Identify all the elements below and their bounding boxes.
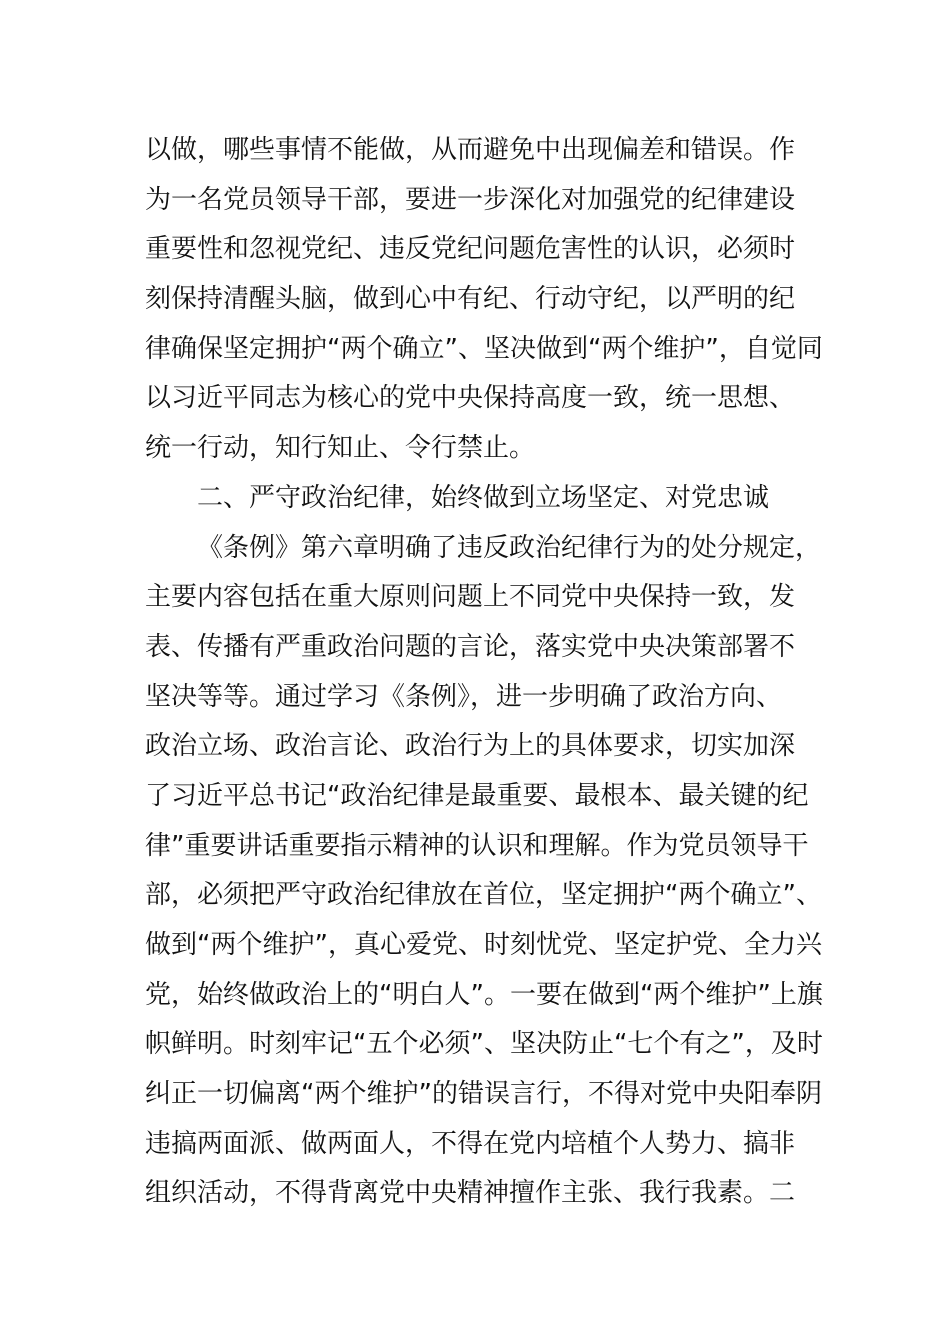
text-line: 《条例》第六章明确了违反政治纪律行为的处分规定，: [197, 532, 822, 563]
text-line: 以做，哪些事情不能做，从而避免中出现偏差和错误。作: [145, 135, 796, 165]
text-line: 帜鲜明。时刻牢记“五个必须”、坚决防止“七个有之”，及时: [145, 1029, 823, 1060]
text-line: 表、传播有严重政治问题的言论，落实党中央决策部署不: [145, 631, 796, 662]
text-line: 做到“两个维护”，真心爱党、时刻忧党、坚定护党、全力兴: [145, 930, 822, 960]
text-line: 重要性和忽视党纪、违反党纪问题危害性的认识，必须时: [145, 234, 796, 265]
text-line: 违搞两面派、做两面人，不得在党内培植个人势力、搞非: [145, 1128, 796, 1159]
text-line: 了习近平总书记“政治纪律是最重要、最根本、最关键的纪: [145, 780, 809, 811]
text-line: 党，始终做政治上的“明白人”。一要在做到“两个维护”上旗: [145, 979, 823, 1010]
text-line: 刻保持清醒头脑，做到心中有纪、行动守纪，以严明的纪: [145, 284, 796, 315]
text-line: 部，必须把严守政治纪律放在首位，坚定拥护“两个确立”、: [145, 880, 822, 911]
text-line: 以习近平同志为核心的党中央保持高度一致，统一思想、: [145, 383, 796, 414]
body-text: [145, 126, 823, 1219]
text-line: 为一名党员领导干部，要进一步深化对加强党的纪律建设: [145, 184, 796, 215]
text-line: 政治立场、政治言论、政治行为上的具体要求，切实加深: [145, 731, 796, 762]
text-line: 律”重要讲话重要指示精神的认识和理解。作为党员领导干: [145, 830, 809, 861]
text-line: 组织活动，不得背离党中央精神擅作主张、我行我素。二: [145, 1178, 796, 1209]
section-heading: 二、严守政治纪律，始终做到立场坚定、对党忠诚: [197, 482, 770, 513]
text-line: 主要内容包括在重大原则问题上不同党中央保持一致，发: [145, 582, 796, 613]
text-line: 坚决等等。通过学习《条例》，进一步明确了政治方向、: [145, 681, 783, 712]
text-line: 纠正一切偏离“两个维护”的错误言行，不得对党中央阳奉阴: [145, 1079, 822, 1110]
text-line: 律确保坚定拥护“两个确立”、坚决做到“两个维护”，自觉同: [145, 333, 823, 364]
text-line: 统一行动，知行知止、令行禁止。: [145, 433, 536, 464]
